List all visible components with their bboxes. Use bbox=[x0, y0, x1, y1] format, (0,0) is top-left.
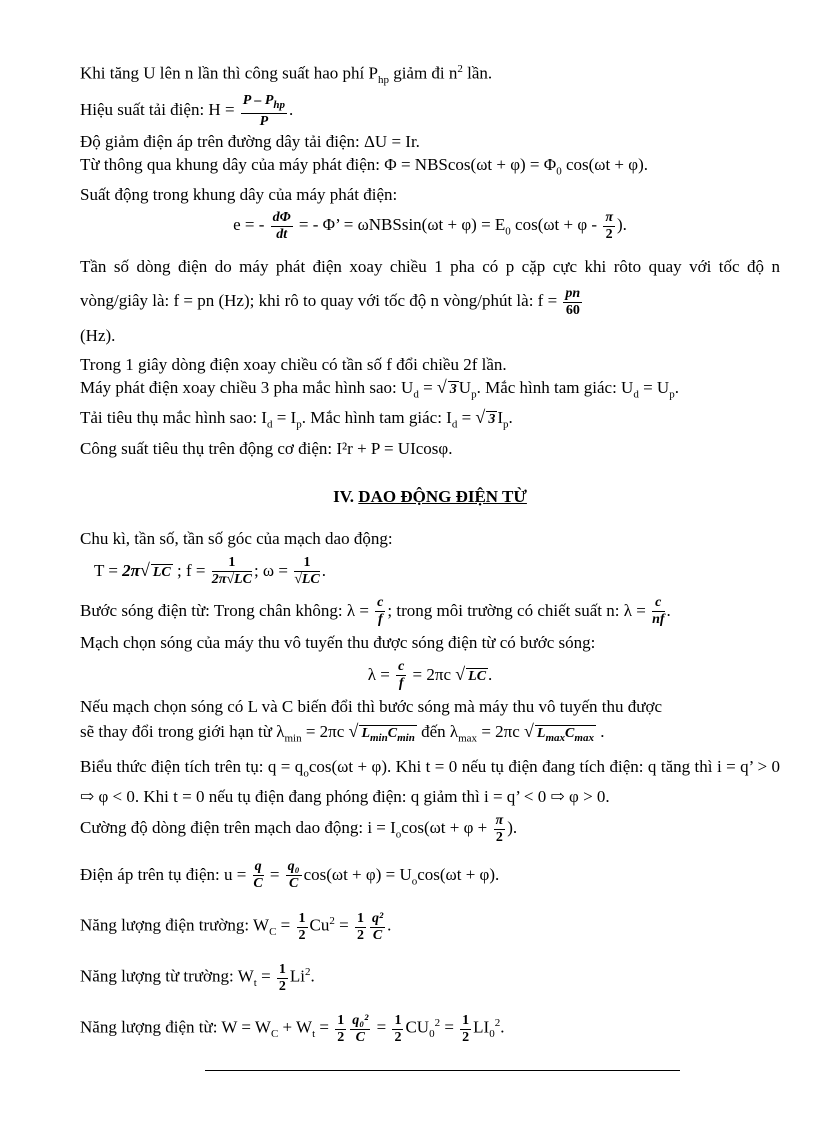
formula-period: T = 2π√ LC ; f = $\frac{1}{2\pi√LC}$ ; ω = $\frac{1}{√LC}$ . bbox=[94, 555, 327, 588]
text-line: Suất động trong khung dây của máy phát điện: bbox=[80, 184, 398, 204]
text-line: Trong 1 giây dòng điện xoay chiều có tần số f đổi chiều 2f lần. bbox=[80, 354, 507, 374]
formula-receiver: λ = $\frac{c}{f}$ = 2πc √ LC . bbox=[367, 659, 493, 692]
formula-total-energy: Năng lượng điện từ: $W = W_C + W_t$ = $\frac{1}{2}$ $\frac{\text{q₀²}}{C}$ = $\frac{1}{2}$ $CU_0^2$ = $\frac{1}{2}$ $LI_0^2$. bbox=[80, 1012, 505, 1045]
formula-wavelength: Bước sóng điện từ: Trong chân không: λ = $\frac{c}{f}$ ; trong môi trường có chiết suất n: λ = $\frac{c}{nf}$ . bbox=[80, 595, 671, 628]
text-line: Mạch chọn sóng của máy thu vô tuyến thu được sóng điện từ có bước sóng: bbox=[80, 632, 596, 652]
text-line: Độ giảm điện áp trên đường dây tải điện: ΔU = Ir. bbox=[80, 131, 420, 151]
text-line: Tải tiêu thụ mắc hình sao: $I_d = I_p$. Mắc hình tam giác: $I_d$ = √ 3 $I_p$. bbox=[80, 407, 513, 431]
footer-divider bbox=[205, 1070, 680, 1071]
formula-emf: e = - $\frac{d\Phi}{dt}$ = - Φ’ = $\omega NBSsin(\omega t + \varphi) = E_0$ cos(ωt + φ - $\frac{\pi}{2}$ ). bbox=[233, 209, 627, 242]
document-page bbox=[80, 58, 780, 1054]
formula-efficiency: Hiệu suất tải điện: H = $\frac{P - P_{hp}}{P}$ . bbox=[80, 92, 294, 129]
formula-current: Cường độ dòng điện trên mạch dao động: $i = I_o\cos(\omega t + \varphi$ + $\frac{\pi}{2}$ ). bbox=[80, 813, 518, 846]
formula-electric-energy: Năng lượng điện trường: $W_C$ = $\frac{1}{2}$ $Cu^2$ = $\frac{1}{2}$ $\frac{\text{q²}}{C}$ . bbox=[80, 910, 392, 943]
formula-magnetic-energy: Năng lượng từ trường: $W_t$ = $\frac{1}{2}$ Li$^2$. bbox=[80, 961, 315, 994]
text-paragraph: Biểu thức điện tích trên tụ: $q = q_o\cos(\omega t + \varphi)$. Khi t = 0 nếu tụ điện đang tích điện: q tăng thì i = q’ > 0 ⇨ φ < 0. Khi t = 0 nếu tụ điện đang phóng điện: q giảm thì i = q’ < 0 ⇨ φ > 0. bbox=[80, 757, 780, 807]
section-heading: IV. DAO ĐỘNG ĐIỆN TỪ bbox=[333, 486, 527, 506]
formula-range: sẽ thay đổi trong giới hạn từ $\lambda_{min} = 2\pi c$ √ $L_{min}C_{min}$ đến $\lambda_{max} = 2\pi c$ √ $L_{max}C_{max}$ . bbox=[80, 720, 605, 745]
text-line: Từ thông qua khung dây của máy phát điện: $\Phi = NBScos(\omega t + \varphi) = \Phi_0$ cos(ωt + φ). bbox=[80, 154, 648, 177]
formula-voltage: Điện áp trên tụ điện: u = $\frac{q}{C}$ = $\frac{\text{q₀}}{C}$ $\cos(\omega t + \varphi) = U_o\cos(\omega t + \varphi)$. bbox=[80, 859, 500, 892]
text-line: Công suất tiêu thụ trên động cơ điện: I²r + P = UIcosφ. bbox=[80, 438, 453, 458]
text-paragraph: Tần số dòng điện do máy phát điện xoay chiều 1 pha có p cặp cực khi rôto quay với tốc độ n vòng/giây là: f = pn (Hz); khi rô to quay với tốc độ n vòng/phút là: f = $\frac{pn}{60}$ (Hz). bbox=[80, 257, 780, 345]
text-line: Khi tăng U lên n lần thì công suất hao phí $P_{hp}$ giảm đi $n^2$ lần. bbox=[80, 63, 493, 87]
text-line: Nếu mạch chọn sóng có L và C biến đổi thì bước sóng mà máy thu vô tuyến thu được bbox=[80, 696, 663, 716]
text-paragraph: Máy phát điện xoay chiều 3 pha mắc hình sao: $U_d$ = √ 3 $U_p$. Mắc hình tam giác: $U_d = U_p$. bbox=[80, 376, 679, 401]
text-line: Chu kì, tần số, tần số góc của mạch dao động: bbox=[80, 528, 393, 548]
